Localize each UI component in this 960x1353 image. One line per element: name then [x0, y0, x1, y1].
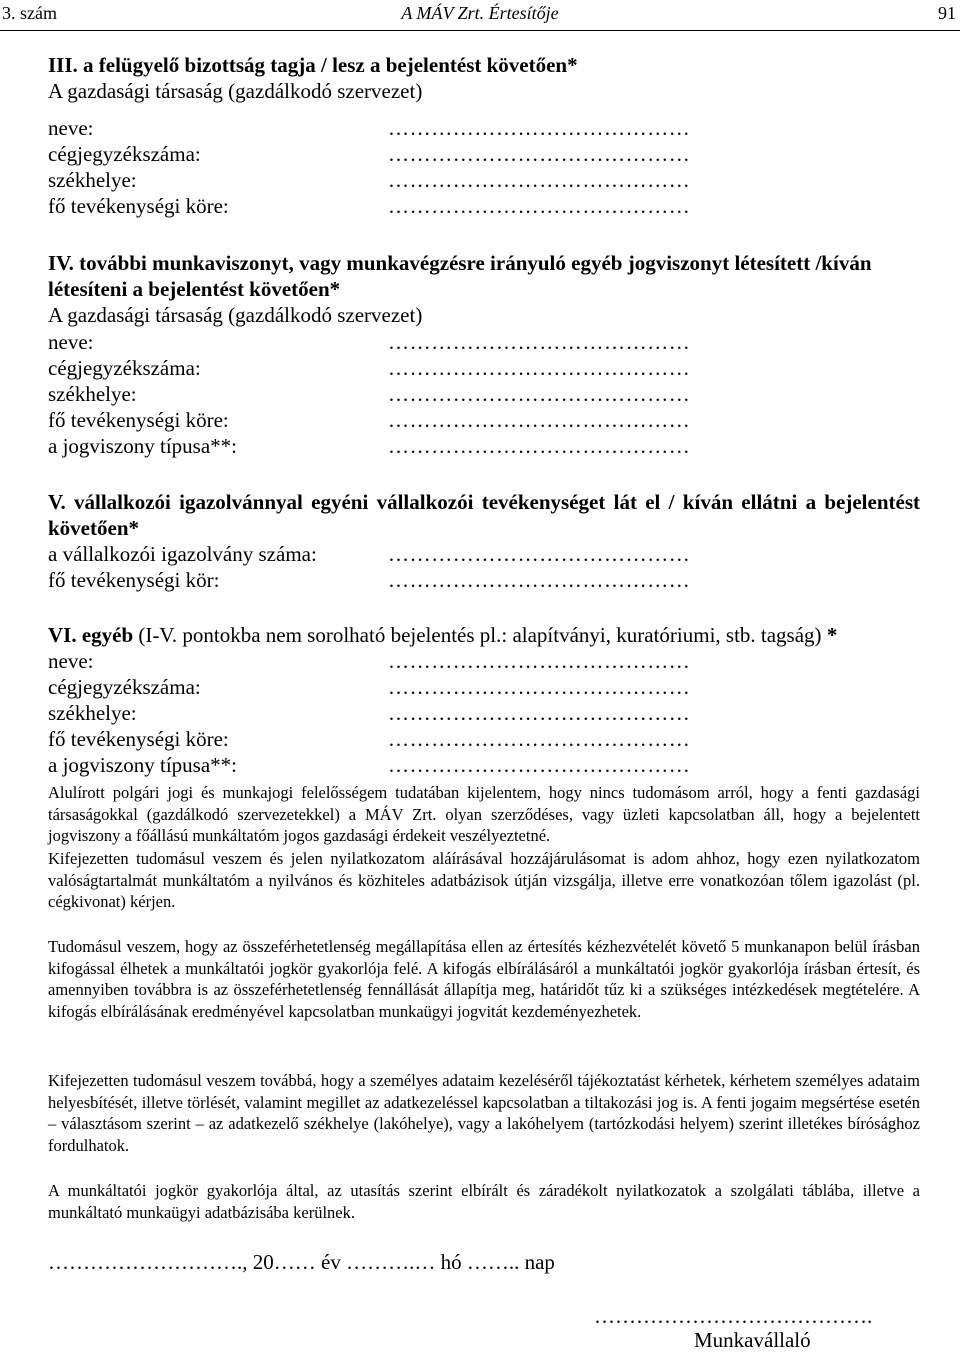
- fill-in-line[interactable]: ……………………………………: [388, 356, 691, 380]
- field-row: [48, 381, 920, 407]
- field-label: fő tevékenységi köre:: [48, 727, 229, 751]
- field-label: cégjegyzékszáma:: [48, 356, 201, 380]
- fill-in-line[interactable]: ……………………………………: [388, 142, 691, 166]
- publication-title: A MÁV Zrt. Értesítője: [401, 3, 559, 23]
- field-row: [48, 193, 920, 219]
- fill-in-line[interactable]: ……………………………………: [388, 330, 691, 354]
- field-label: fő tevékenységi köre:: [48, 194, 229, 218]
- declaration-paragraph: Kifejezetten tudomásul veszem továbbá, hogy a személyes adataim kezeléséről tájékoztatást kérhetek, kérhetem személyes adataim helyesbítését, illetve törlését, valamint megillet az adatkezeléssel kapcsolatban a tiltakozási jog is. A fenti jogaim megsértése esetén – választásom szerint – az adatkezelő székhelye (lakóhelye), vagy a lakóhelyem (tartózkodási helyem) szerint illetékes bírósághoz fordulhatok.: [48, 1071, 920, 1155]
- field-label: fő tevékenységi köre:: [48, 408, 229, 432]
- field-label: a vállalkozói igazolvány száma:: [48, 542, 317, 566]
- fill-in-line[interactable]: ……………………………………: [388, 675, 691, 699]
- section-6: [48, 622, 920, 778]
- issue-number: 3. szám: [2, 3, 57, 23]
- fill-in-line[interactable]: ……………………………………: [388, 542, 691, 566]
- section-6-asterisk: *: [826, 623, 838, 647]
- signature-label: Munkavállaló: [694, 1328, 811, 1352]
- section-5-number: V.: [48, 490, 66, 514]
- signature-line[interactable]: ………………………………….: [594, 1304, 873, 1328]
- field-label: székhelye:: [48, 382, 137, 406]
- field-label: cégjegyzékszáma:: [48, 142, 201, 166]
- field-label: székhelye:: [48, 168, 137, 192]
- field-row: [48, 567, 920, 593]
- section-3-heading: a felügyelő bizottság tagja / lesz a bejelentést követően*: [83, 53, 578, 77]
- section-5-heading: vállalkozói igazolvánnyal egyéni vállalkozói tevékenységet lát el / kíván ellátni a bejelentést követően*: [48, 490, 920, 540]
- fill-in-line[interactable]: ……………………………………: [388, 382, 691, 406]
- field-row: [48, 674, 920, 700]
- field-label: székhelye:: [48, 701, 137, 725]
- field-row: [48, 115, 920, 141]
- field-row: [48, 541, 920, 567]
- section-6-heading: egyéb: [81, 623, 134, 647]
- field-label: a jogviszony típusa**:: [48, 434, 237, 458]
- section-5-title: [48, 489, 920, 541]
- section-6-title: [48, 622, 920, 648]
- field-label: neve:: [48, 116, 94, 140]
- field-label: neve:: [48, 330, 94, 354]
- fill-in-line[interactable]: ……………………………………: [388, 168, 691, 192]
- section-4-heading: további munkaviszonyt, vagy munkavégzésre irányuló egyéb jogviszonyt létesített /kíván létesíteni a bejelentést követően*: [48, 251, 872, 301]
- field-label: cégjegyzékszáma:: [48, 675, 201, 699]
- field-label: a jogviszony típusa**:: [48, 753, 237, 777]
- fill-in-line[interactable]: ……………………………………: [388, 408, 691, 432]
- field-row: [48, 700, 920, 726]
- section-4-subtitle: A gazdasági társaság (gazdálkodó szervezet): [48, 303, 423, 327]
- section-6-note: (I-V. pontokba nem sorolható bejelentés pl.: alapítványi, kuratóriumi, stb. tagság): [138, 623, 822, 647]
- field-label: neve:: [48, 649, 94, 673]
- field-row: [48, 167, 920, 193]
- field-row: [48, 752, 920, 778]
- field-label: fő tevékenységi kör:: [48, 568, 220, 592]
- section-3-title: [48, 52, 920, 78]
- field-row: [48, 141, 920, 167]
- section-4: [48, 250, 920, 459]
- declaration-paragraph: Tudomásul veszem, hogy az összeférhetetlenség megállapítása ellen az értesítés kézhezvételét követő 5 munkanapon belül írásban kifogással élhetek a munkáltatói jogkör gyakorlója felé. A kifogás elbírálásáról a munkáltatói jogkör gyakorlója írásban értesít, és amennyiben továbbra is az összeférhetetlenség fennállását állapítja meg, határidőt tűz ki a szükséges intézkedések megtételére. A kifogás elbírálásának eredményével kapcsolatban munkaügyi jogvitát kezdeményezhetek.: [48, 937, 920, 1021]
- page-number: 91: [938, 3, 956, 23]
- fill-in-line[interactable]: ……………………………………: [388, 116, 691, 140]
- section-3-subtitle: A gazdasági társaság (gazdálkodó szervezet): [48, 79, 423, 103]
- declaration-paragraph: Kifejezetten tudomásul veszem és jelen nyilatkozatom aláírásával hozzájárulásomat is adom ahhoz, hogy ezen nyilatkozatom valóságtartalmát munkáltatóm a nyilvános és közhiteles adatbázisok útján vizsgálja, illetve erre vonatkozóan tőlem igazolást (pl. cégkivonat) kérjen.: [48, 849, 920, 911]
- fill-in-line[interactable]: ……………………………………: [388, 568, 691, 592]
- date-line[interactable]: ………………………., 20…… év ……….… hó …….. nap: [48, 1250, 555, 1274]
- section-4-title: [48, 250, 920, 302]
- field-row: [48, 726, 920, 752]
- section-3-number: III.: [48, 53, 78, 77]
- section-4-number: IV.: [48, 251, 74, 275]
- fill-in-line[interactable]: ……………………………………: [388, 727, 691, 751]
- field-row: [48, 407, 920, 433]
- field-row: [48, 648, 920, 674]
- fill-in-line[interactable]: ……………………………………: [388, 194, 691, 218]
- field-row: [48, 355, 920, 381]
- fill-in-line[interactable]: ……………………………………: [388, 434, 691, 458]
- fill-in-line[interactable]: ……………………………………: [388, 649, 691, 673]
- section-6-number: VI.: [48, 623, 77, 647]
- fill-in-line[interactable]: ……………………………………: [388, 753, 691, 777]
- field-row: [48, 433, 920, 459]
- header-rule: [0, 30, 960, 31]
- field-row: [48, 329, 920, 355]
- declaration-paragraph: A munkáltatói jogkör gyakorlója által, az utasítás szerint elbírált és záradékolt nyilatkozatok a szolgálati táblába, illetve a munkáltató munkaügyi adatbázisába kerülnek.: [48, 1181, 920, 1222]
- section-3: [48, 52, 920, 219]
- fill-in-line[interactable]: ……………………………………: [388, 701, 691, 725]
- section-5: [48, 489, 920, 593]
- declaration-paragraph: Alulírott polgári jogi és munkajogi felelősségem tudatában kijelentem, hogy nincs tudomásom arról, hogy a fenti gazdasági társaságokkal (gazdálkodó szervezetekkel) a MÁV Zrt. olyan szerződéses, vagy üzleti kapcsolatban áll, hogy a bejelentett jogviszony a főállású munkáltatóm jogos gazdasági érdekeit veszélyeztetné.: [48, 783, 920, 845]
- page-header: [0, 3, 960, 29]
